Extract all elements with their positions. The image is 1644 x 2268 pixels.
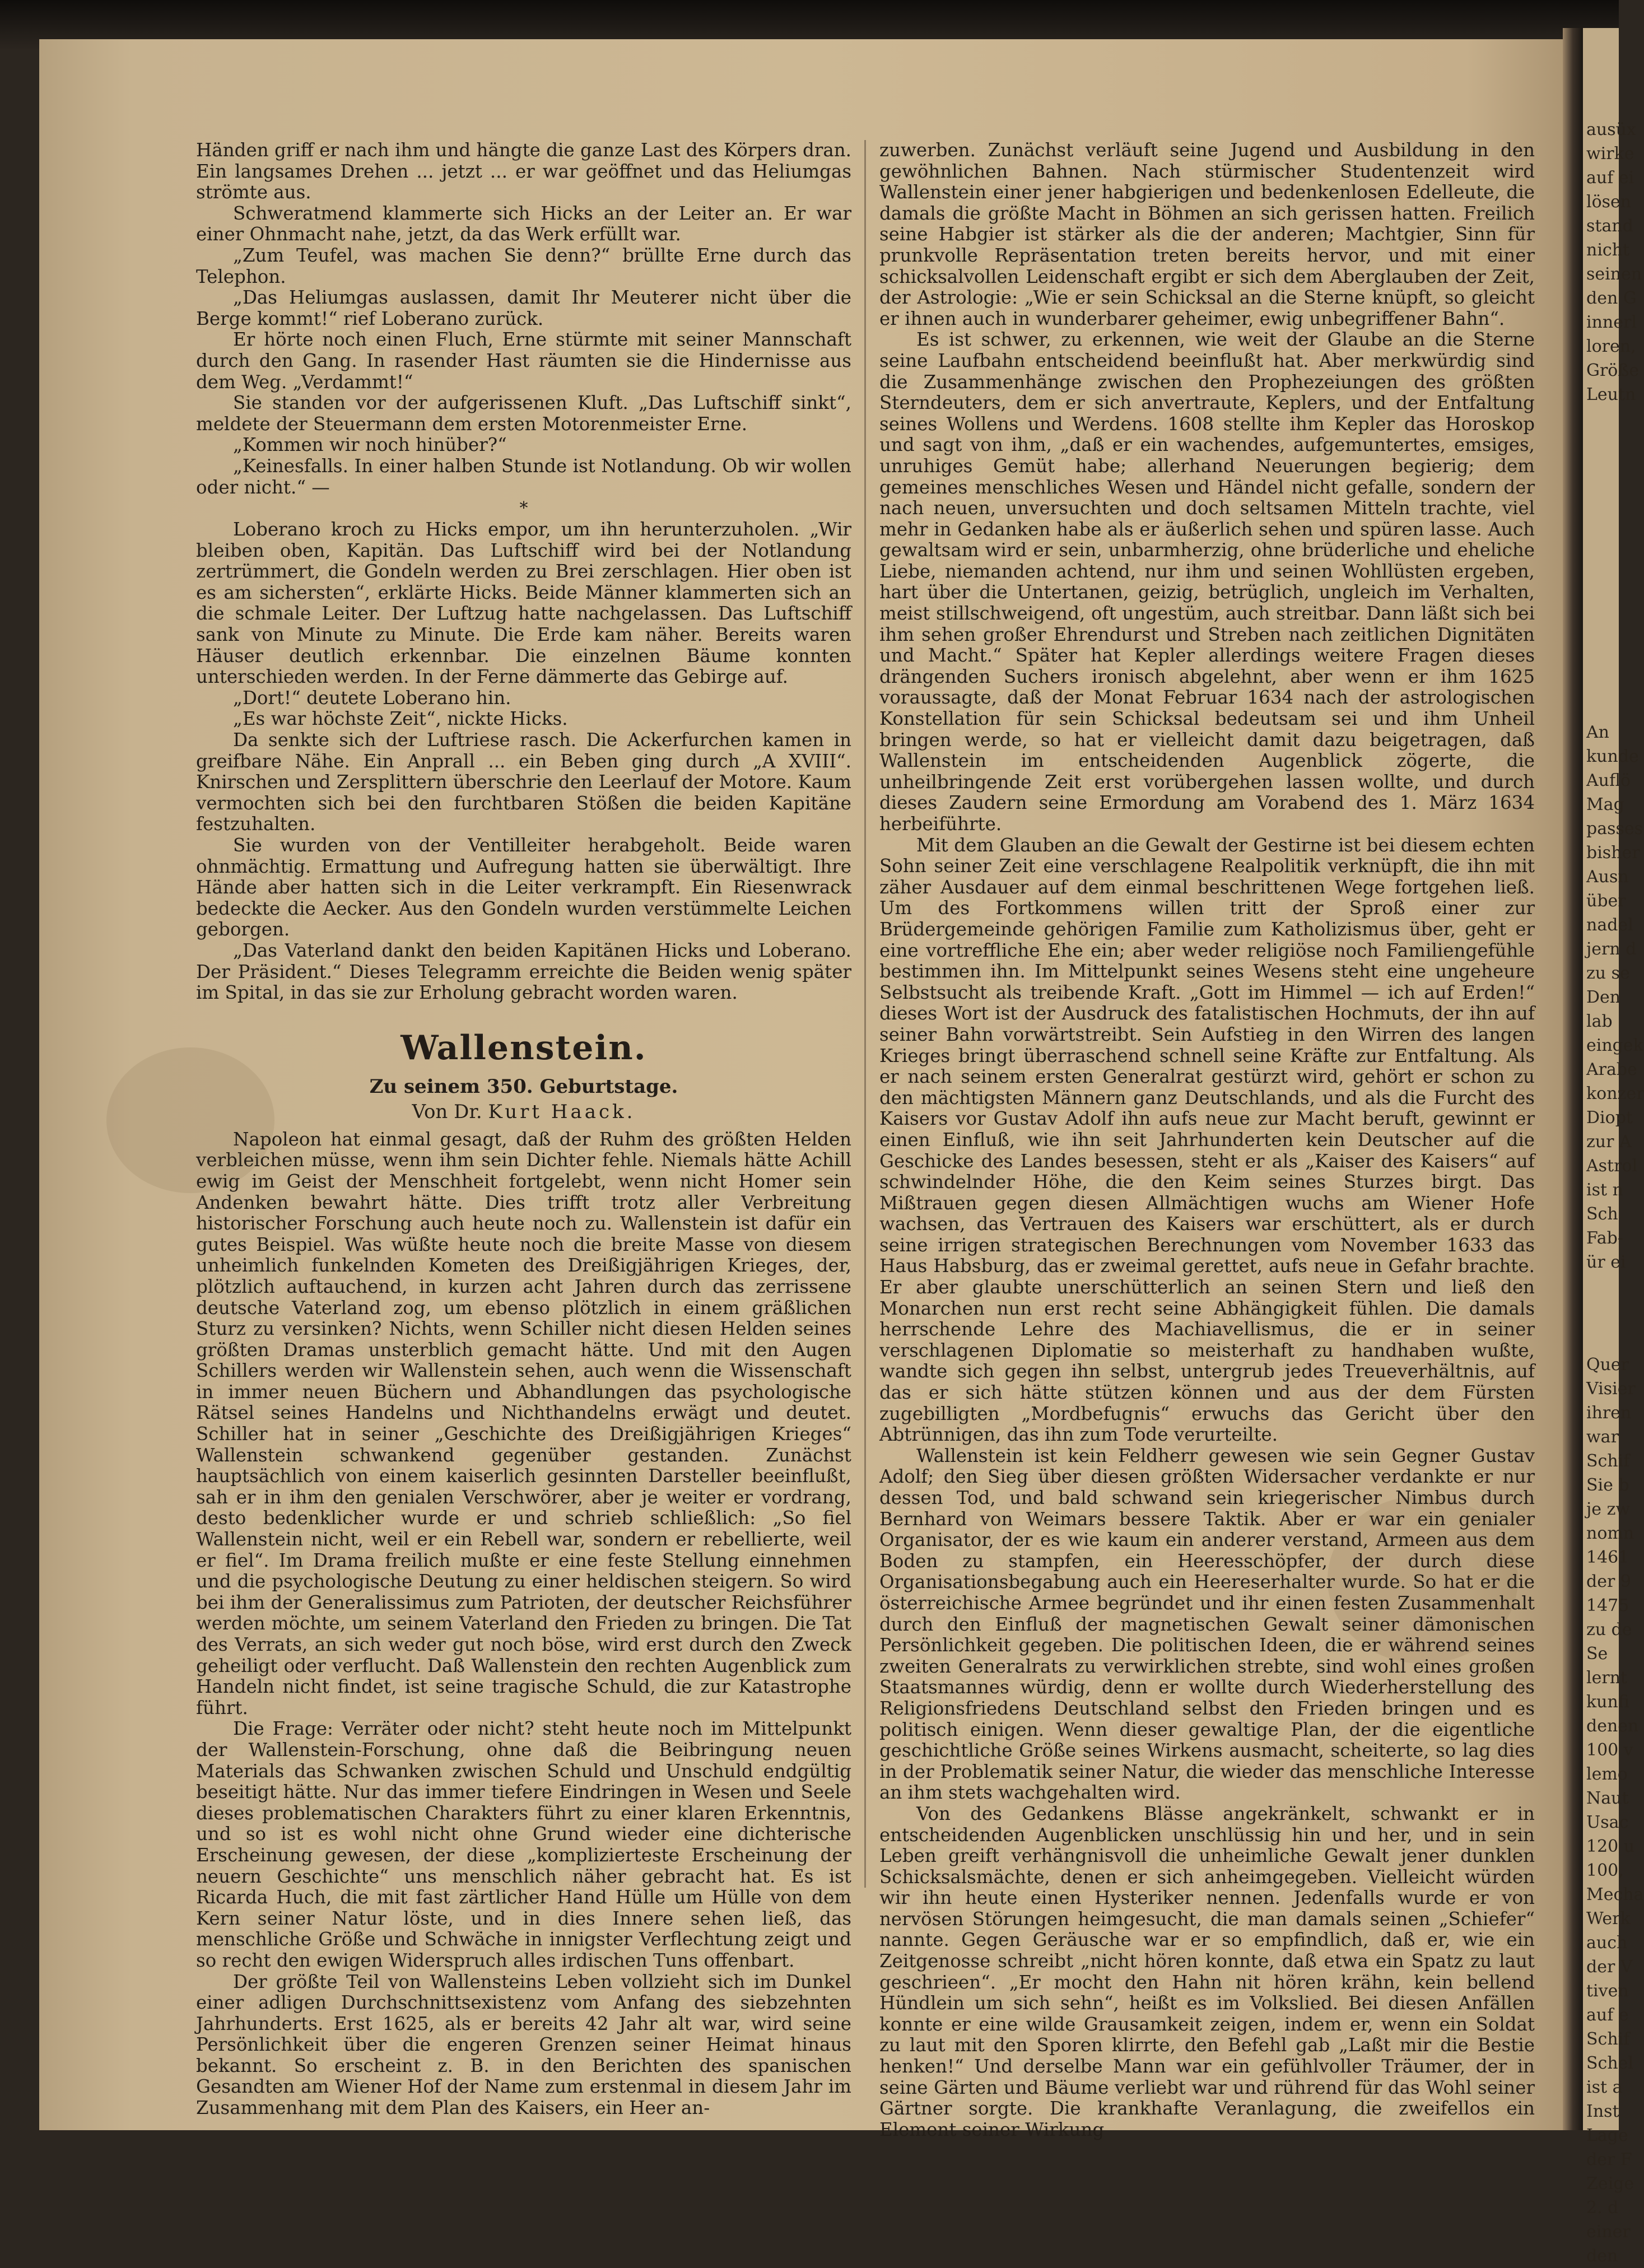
adjacent-text-fragment: lemo — [1586, 1764, 1628, 1784]
adjacent-text-fragment: Sie b — [1586, 1475, 1629, 1495]
adjacent-text-fragment: nadel — [1586, 915, 1633, 935]
adjacent-text-fragment: lernt — [1586, 1668, 1628, 1688]
paragraph: Es ist schwer, zu erkennen, wie weit der Glaube an die Sterne seine Laufbahn entscheidend beeinflußt hat. Aber merkwürdig sind die Zusammenhänge zwischen den Prophezeiungen des größten Sterndeuters, dem er sich anvertraute, Keplers, und der Entfaltung seines Wollens und Werdens. 1608 stellte ihm Kepler das Horoskop und sagt von ihm, „daß er ein wachendes, aufgemuntertes, emsiges, unruhiges Gemüt habe; allerhand Neuerungen begierig; dem gemeines menschliches Wesen und Händel nicht gefalle, sondern der nach neuen, unversuchten und doch seltsamen Mitteln trachte, viel mehr in Gedanken habe als er äußerlich sehen und spüren lasse. Auch gewaltsam wird er sein, unbarmherzig, ohne brüderliche und eheliche Liebe, niemanden achtend, nur ihm und seinen Wohllüsten ergeben, hart über die Untertanen, geizig, betrüglich, ungleich im Verhalten, meist stillschweigend, oft ungestüm, auch streitbar. Dann läßt sich bei ihm sehen großer Ehrendurst und Streben nach zeitlichen Dignitäten und Macht.“ Später hat Kepler allerdings weitere Fragen dieses drängenden Suchers ironisch abgelehnt, aber wenn er ihm 1625 voraussagte, daß der Monat Februar 1634 nach der astrologischen Konstellation für sein Schicksal bedeutsam sei und ihm Unheil bringen werde, so hat er vielleicht damit dazu beigetragen, daß Wallenstein im entscheidenden Augenblick zögerte, die unheilbringende Zeit erst vorübergehen lassen wollte, und durch dieses Zaudern seine Ermordung am Vorabend des 1. März 1634 herbeiführte. — [879, 329, 1535, 835]
adjacent-text-fragment: Inst — [1586, 2102, 1619, 2121]
adjacent-text-fragment: denen — [1586, 1716, 1639, 1736]
paragraph: zuwerben. Zunächst verläuft seine Jugend und Ausbildung in den gewöhnlichen Bahnen. Nach stürmischer Studentenzeit wird Wallenstein einer jener habgierigen und bedenkenlosen Edelleute, die damals die größte Macht in Böhmen an sich gerissen hatten. Freilich seine Habgier ist stärker als die der anderen; Machtgier, Sinn für prunkvolle Repräsentation treten bereits hervor, und mit einer schicksalvollen Leidenschaft ergibt er sich dem Aberglauben der Zeit, der Astrologie: „Wie er sein Schicksal an die Sterne knüpft, so gleicht er ihnen auch in wunderbarer geheimer, ewig unbegriffener Bahn“. — [879, 139, 1535, 329]
adjacent-text-fragment: Werk — [1586, 1909, 1631, 1929]
adjacent-text-fragment: ausüx — [1586, 120, 1636, 139]
article-body-right — [879, 140, 1535, 2140]
left-column — [196, 140, 851, 2119]
adjacent-text-fragment: 100, — [1586, 1861, 1624, 1880]
paragraph: Der größte Teil von Wallensteins Leben vollzieht sich im Dunkel einer adligen Durchschnittsexistenz vom Anfang des siebzehnten Jahrhunderts. Erst 1625, als er bereits 42 Jahr alt war, wird seine Persönlichkeit über die engeren Grenzen seiner Heimat hinaus bekannt. So erscheint z. B. in den Berichten des spanischen Gesandten am Wiener Hof der Name zum erstenmal in diesem Jahr im Zusammenhang mit dem Plan des Kaisers, ein Heer an- — [196, 1971, 851, 2119]
adjacent-text-fragment: Schel — [1586, 2053, 1634, 2073]
adjacent-text-fragment: eingek — [1586, 1036, 1643, 1055]
paragraph: Sie standen vor der aufgerissenen Kluft. „Das Luftschiff sinkt“, meldete der Steuermann dem ersten Motorenmeister Erne. — [196, 392, 851, 435]
paragraph: Die Frage: Verräter oder nicht? steht heute noch im Mittelpunkt der Wallenstein-Forschung, ohne daß die Beibringung neuen Materials das Schwanken zwischen Schuld und Unschuld endgültig beseitigt hätte. Nur das immer tiefere Eindringen in Wesen und Seele dieses problematischen Charakters führt zu einer klaren Erkenntnis, und so ist es wohl nicht ohne Grund wieder eine dichterische Erscheinung gewesen, der diese „komplizierteste Erscheinung der neuern Geschichte“ uns menschlich näher gebracht hat. Es ist Ricarda Huch, die mit fast zärtlicher Hand Hülle um Hülle von dem Kern seiner Natur löste, und in dies Innere sehen ließ, das menschliche Größe und Schwäche in innigster Verflechtung zeigt und so recht den ewigen Widerspruch alles irdischen Tuns offenbart. — [196, 1718, 851, 1971]
adjacent-text-fragment: Ausn — [1586, 867, 1629, 887]
book-gutter — [1563, 28, 1583, 2130]
adjacent-text-fragment: auf ei — [1586, 168, 1634, 188]
paragraph: „Kommen wir noch hinüber?“ — [233, 434, 507, 456]
adjacent-text-fragment: Schif — [1586, 2029, 1630, 2049]
adjacent-text-fragment: lösen — [1586, 192, 1632, 212]
adjacent-text-fragment: ist n — [1586, 1180, 1623, 1200]
fragment-gap — [1583, 407, 1619, 720]
paragraph: „Dort!“ deutete Loberano hin. — [233, 687, 511, 709]
serial-story-part-1 — [196, 140, 851, 498]
paragraph: Von des Gedankens Blässe angekränkelt, schwankt er in entscheidenden Augenblicken unschlüssig hin und her, und in sein Leben greift verhängnisvoll die unheimliche Gewalt jener dunklen Schicksalsmächte, denen er sich anheimgegeben. Vielleicht würden wir ihn heute einen Hysteriker nennen. Jedenfalls wurde er von nervösen Störungen heimgesucht, die man damals seinen „Schiefer“ nannte. Gegen Geräusche war er so empfindlich, daß er, wie ein Zeitgenosse schreibt „nicht hören konnte, daß etwa ein Spatz zu laut geschrieen“. „Er mocht den Hahn nit hören krähn, kein bellend Hündlein um sich sehn“, heißt es im Volkslied. Bei diesen Anfällen konnte er eine wilde Grausamkeit zeigen, indem er, wenn ein Soldat zu laut mit den Sporen klirrte, den Befehl gab „Laßt mir die Bestie henken!“ Und derselbe Mann war ein gefühlvoller Träumer, der in seine Gärten und Bäume verliebt war und rührend für das Wohl seiner Gärtner sorgte. Die krankhafte Veranlagung, die zweifellos ein Element seiner Wirkung — [879, 1803, 1535, 2140]
paragraph: „Das Vaterland dankt den beiden Kapitänen Hicks und Loberano. Der Präsident.“ Dieses Telegramm erreichte die Beiden wenig später im Spital, in das sie zur Erholung gebracht worden waren. — [196, 939, 851, 1004]
adjacent-text-fragment: ür ei — [1586, 1252, 1626, 1272]
adjacent-text-fragment: ist a — [1586, 2078, 1623, 2097]
paragraph: Da senkte sich der Luftriese rasch. Die Ackerfurchen kamen in greifbare Nähe. Ein Anprall ... ein Beben ging durch „A XVIII“. Knirschen und Zersplittern überschrie den Leerlauf der Motore. Kaum vermochten sich bei den furchtbaren Stößen die beiden Kapitäne festzuhalten. — [196, 729, 851, 835]
adjacent-text-fragment: nomn — [1586, 1524, 1634, 1543]
adjacent-text-fragment: Quer — [1586, 1355, 1629, 1375]
adjacent-text-fragment: konzer — [1586, 1084, 1644, 1103]
adjacent-text-fragment: je zw — [1586, 1499, 1631, 1519]
byline-prefix: Von Dr. — [412, 1100, 482, 1123]
adjacent-text-fragment: Se — [1586, 1644, 1608, 1664]
paragraph: Händen griff er nach ihm und hängte die ganze Last des Körpers dran. Ein langsames Drehen ... jetzt ... er war geöffnet und das Heliumgas strömte aus. — [196, 139, 851, 203]
paragraph: Napoleon hat einmal gesagt, daß der Ruhm des größten Helden verbleichen müsse, wenn ihm sein Dichter fehle. Niemals hätte Achill ewig im Geist der Menschheit fortgelebt, wenn nicht Homer sein Andenken bewahrt hätte. Dies trifft trotz aller Verbreitung historischer Forschung auch heute noch zu. Wallenstein ist dafür ein gutes Beispiel. Was wüßte heute noch die breite Masse von diesem unheimlich funkelnden Kometen des Dreißigjährigen Krieges, der, plötzlich auftauchend, in kurzen acht Jahren durch das zerrissene deutsche Vaterland zog, um ebenso plötzlich in einem gräßlichen Sturz zu versinken? Nichts, wenn Schiller nicht diesen Helden seines größten Dramas unsterblich gemacht hätte. Und mit den Augen Schillers werden wir Wallenstein sehen, auch wenn die Wissenschaft in immer neuen Büchern und Abhandlungen das psychologische Rätsel seines Handelns und Nichthandelns erwägt und deutet. Schiller hat in seiner „Geschichte des Dreißigjährigen Krieges“ Wallenstein schwankend gegenüber gestanden. Zunächst hauptsächlich von einem kaiserlich gesinnten Darsteller beeinflußt, sah er in ihm den genialen Verschwörer, aber je weiter er vordrang, desto bedenklicher wurde er und schrieb schließlich: „So fiel Wallenstein nicht, weil er ein Rebell war, sondern er rebellierte, weil er fiel“. Im Drama freilich mußte er eine feste Stellung einnehmen und die psychologische Deutung zu einer heldischen steigern. So wird bei ihm der Generalissimus zum Patrioten, der deutscher Reichsführer werden möchte, um seinem Vaterland den Frieden zu bringen. Die Tat des Verrats, an sich weder gut noch böse, wird erst durch den Zweck geheiligt oder verflucht. Daß Wallenstein den rechten Augenblick zum Handeln nicht findet, ist seine tragische Schuld, die zur Katastrophe führt. — [196, 1128, 851, 1719]
adjacent-text-fragment: auf e — [1586, 2005, 1629, 2025]
adjacent-text-fragment: tiven — [1586, 1981, 1629, 2001]
adjacent-text-fragment: den — [1586, 2246, 1618, 2266]
adjacent-text-fragment: An — [1586, 723, 1609, 742]
adjacent-text-fragment: seinen — [1586, 264, 1642, 284]
adjacent-text-fragment: 100 v — [1586, 1740, 1633, 1760]
paragraph: „Das Heliumgas auslassen, damit Ihr Meuterer nicht über die Berge kommt!“ rief Loberano zurück. — [196, 287, 851, 329]
adjacent-text-fragment: Sch — [1586, 1204, 1618, 1224]
paragraph: Schweratmend klammerte sich Hicks an der Leiter an. Er war einer Ohnmacht nahe, jetzt, da das Werk erfüllt war. — [196, 202, 851, 245]
adjacent-text-fragment: einer — [1586, 2222, 1631, 2242]
adjacent-text-fragment: lab — [1586, 1012, 1613, 1031]
adjacent-text-fragment: 2. d — [1586, 2198, 1619, 2218]
adjacent-text-fragment: kunfi — [1586, 1692, 1629, 1712]
column-rule — [864, 140, 866, 1888]
paragraph: „Zum Teufel, was machen Sie denn?“ brüllte Erne durch das Telephon. — [196, 244, 851, 287]
adjacent-text-fragment: wirke — [1586, 144, 1634, 164]
adjacent-text-fragment: Diopt — [1586, 1108, 1633, 1128]
article-byline — [196, 1099, 851, 1125]
adjacent-text-fragment: bisher — [1586, 843, 1640, 863]
right-column — [879, 140, 1535, 2140]
paragraph: „Keinesfalls. In einer halben Stunde ist Notlandung. Ob wir wollen oder nicht.“ — — [196, 455, 851, 498]
adjacent-text-fragment: zu se — [1586, 963, 1630, 983]
adjacent-text-fragment: Lage — [1586, 2126, 1628, 2145]
adjacent-text-fragment: passes — [1586, 819, 1643, 839]
adjacent-text-fragment: der V — [1586, 1957, 1633, 1977]
article-body-left — [196, 1129, 851, 2119]
adjacent-text-fragment: stand — [1586, 216, 1633, 236]
adjacent-text-fragment: den G — [1586, 288, 1637, 308]
adjacent-text-fragment: nicht — [1586, 240, 1630, 260]
adjacent-text-fragment: Mag — [1586, 795, 1624, 814]
paragraph: Er hörte noch einen Fluch, Erne stürmte mit seiner Mannschaft durch den Gang. In rasender Hast räumten sie die Hindernisse aus dem Weg. „Verdammt!“ — [196, 329, 851, 393]
adjacent-text-fragment: Visier — [1586, 1379, 1636, 1399]
adjacent-text-fragment: auch — [1586, 1933, 1628, 1953]
paragraph: Mit dem Glauben an die Gewalt der Gestirne ist bei diesem echten Sohn seiner Zeit eine verschlagene Realpolitik verknüpft, die ihn mit zäher Ausdauer auf dem einmal beschrittenen Wege fortgehen ließ. Um des Fortkommens willen tritt der Sproß einer zur Brüdergemeinde gehörigen Familie zum Katholizismus über, geht er eine vortreffliche Ehe ein; aber weder religiöse noch Familiengefühle bestimmen ihn. Im Mittelpunkt seines Wesens steht eine ungeheure Selbstsucht als treibende Kraft. „Gott im Himmel — ich auf Erden!“ dieses Wort ist der Ausdruck des fatalistischen Hochmuts, der ihn auf seiner Bahn vorwärtstreibt. Sein Aufstieg in den Wirren des langen Krieges bringt überraschend schnell seine Kräfte zur Entfaltung. Als er nach seinem ersten Generalrat gestürzt wird, gehört er schon zu den mächtigsten Männern ganz Deutschlands, und als die Furcht des Kaisers vor Gustav Adolf ihn aufs neue zur Macht beruft, gewinnt er einen Einfluß, wie ihn seit Jahrhunderten kein Deutscher auf die Geschicke des Landes besessen, steht er als „Kaiser des Kaisers“ auf schwindelnder Höhe, die den Keim seines Sturzes birgt. Das Mißtrauen gegen diesen Allmächtigen wuchs am Wiener Hofe wachsen, das Vertrauen des Kaisers war erschüttert, als er durch seine irrigen strategischen Berechnungen vom November 1633 das Haus Habsburg, das er zweimal gerettet, aufs neue in Gefahr brachte. Er aber glaubte unerschütterlich an seinen Stern und ließ den Monarchen nun erst recht seine Abhängigkeit fühlen. Die damals herrschende Lehre des Machiavellismus, die er in seiner verschlagenen Diplomatie so meisterhaft zu handhaben wußte, wandte sich gegen ihn selbst, untergrub jedes Treueverhältnis, auf das er sich hätte stützen können und aus der dem Fürsten zugebilligten „Mordbefugnis“ erwuchs das Gericht über den Abtrünnigen, das ihn zum Tode verurteilte. — [879, 834, 1535, 1446]
adjacent-text-fragment: Leutn — [1586, 385, 1636, 404]
paragraph: „Es war höchste Zeit“, nickte Hicks. — [233, 708, 568, 730]
adjacent-text-fragment: Arabe — [1586, 1060, 1637, 1079]
adjacent-text-fragment: Naut — [1586, 1789, 1629, 1808]
article-subtitle: Zu seinem 350. Geburtstage. — [369, 1075, 678, 1098]
adjacent-text-fragment: 1475 — [1586, 1596, 1629, 1615]
adjacent-text-fragment: 1461 — [1586, 1548, 1629, 1567]
fragment-gap — [1583, 1274, 1619, 1353]
section-separator: * — [519, 499, 528, 519]
adjacent-text-fragment: der 9 — [1586, 1572, 1631, 1591]
adjacent-text-fragment: war — [1586, 1427, 1619, 1447]
adjacent-text-fragment: Auflö — [1586, 771, 1631, 790]
adjacent-text-fragment: loren, — [1586, 337, 1636, 356]
adjacent-text-fragment: zu de — [1586, 1620, 1632, 1640]
adjacent-text-fragment: Schif — [1586, 1451, 1630, 1471]
adjacent-text-fragment: Mecha — [1586, 1885, 1644, 1904]
adjacent-text-fragment: 120 u — [1586, 1837, 1635, 1856]
adjacent-text-fragment: innerl — [1586, 313, 1637, 332]
paragraph: Wallenstein ist kein Feldherr gewesen wie sein Gegner Gustav Adolf; den Sieg über diesen größten Widersacher verdankte er nur dessen Tod, und bald schwand sein kriegerischer Nimbus durch Bernhard von Weimars bessere Taktik. Aber er war ein genialer Organisator, der es wie kaum ein anderer verstand, Armeen aus dem Boden zu stampfen, ein Heeresschöpfer, der durch diese Organisationsbegabung auch ein Heereserhalter wurde. So hat er die österreichische Armee begründet und ihr einen festen Zusammenhalt durch den Einfluß der magnetischen Gewalt seiner dämonischen Persönlichkeit gegeben. Die politischen Ideen, die er während seines zweiten Generalrats zu verwirklichen strebte, sind wohl eines großen Staatsmannes würdig, denn er wollte durch Wiederherstellung des Religionsfriedens Deutschland selbst den Frieden bringen und es politisch einigen. Wenn dieser gewaltige Plan, der die eigentliche geschichtliche Größe seines Wirkens ausmacht, scheiterte, so lag dies in der Problematik seiner Natur, die wieder das menschliche Interesse an ihm stets wachgehalten wird. — [879, 1445, 1535, 1804]
adjacent-text-fragment: Größe — [1586, 361, 1640, 380]
adjacent-text-fragment: Fab- — [1586, 1228, 1624, 1248]
adjacent-text-fragment: Astrol — [1586, 1156, 1638, 1176]
adjacent-page-fragment — [1583, 28, 1644, 2266]
article-title: Wallenstein. — [400, 1028, 647, 1068]
author-name: Kurt Haack. — [488, 1100, 636, 1123]
adjacent-text-fragment: Den — [1586, 988, 1621, 1007]
adjacent-text-fragment: ihren — [1586, 1403, 1632, 1423]
paragraph: Loberano kroch zu Hicks empor, um ihn herunterzuholen. „Wir bleiben oben, Kapitän. Das Luftschiff wird bei der Notlandung zertrümmert, die Gondeln werden zu Brei zerschlagen. Hier oben ist es am sichersten“, erklärte Hicks. Beide Männer klammerten sich an die schmale Leiter. Der Luftzug hatte nachgelassen. Das Luftschiff sank von Minute zu Minute. Die Erde kam näher. Bereits waren Häuser deutlich erkennbar. Die einzelnen Bäume konnten unterschieden werden. In der Ferne dämmerte das Gebirge auf. — [196, 519, 851, 688]
adjacent-text-fragment: Zeige — [1586, 2174, 1634, 2194]
adjacent-text-fragment: jern d — [1586, 939, 1637, 959]
adjacent-text-fragment: zur A — [1586, 1132, 1632, 1152]
paragraph: Sie wurden von der Ventilleiter herabgeholt. Beide waren ohnmächtig. Ermattung und Aufregung hatten sie überwältigt. Ihre Hände aber hatten sich in die Leiter verkrampft. Ein Riesenwrack bedeckte die Aecker. Aus den Gondeln wurden verstümmelte Leichen geborgen. — [196, 835, 851, 940]
adjacent-text-fragment: über — [1586, 891, 1626, 911]
adjacent-text-fragment: kunde — [1586, 747, 1639, 766]
adjacent-text-fragment: der F — [1586, 2150, 1632, 2169]
serial-story-part-2 — [196, 519, 851, 1004]
adjacent-text-fragment: Usac — [1586, 1813, 1629, 1832]
